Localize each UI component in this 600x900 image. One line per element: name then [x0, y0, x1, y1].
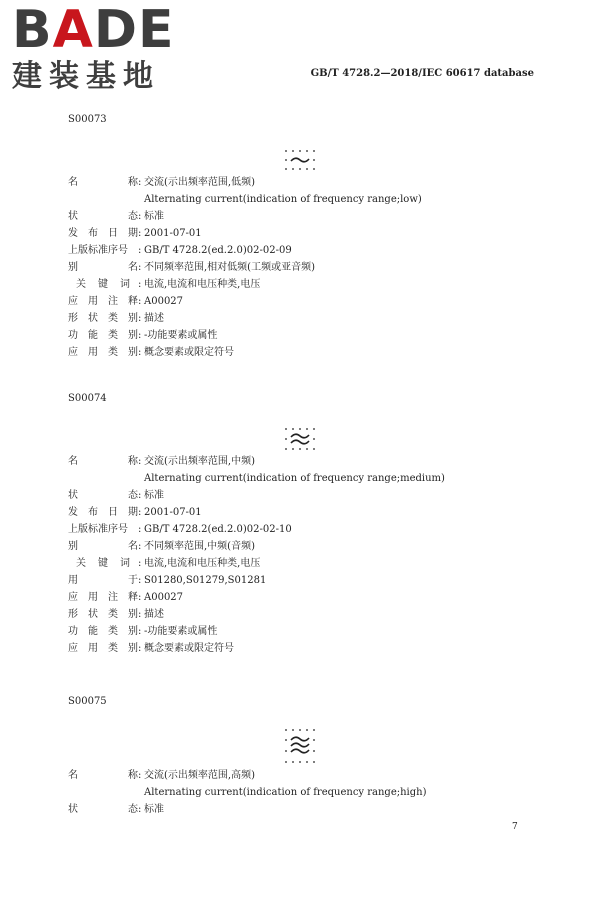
- field-row: 形 状 类 别 : 描述: [68, 609, 164, 620]
- bade-logo: [12, 0, 182, 94]
- field-row: 用 于 : S01280,S01279,S01281: [68, 575, 267, 586]
- field-row: 发 布 日 期 : 2001-07-01: [68, 228, 202, 239]
- field-row: 上版标准序号 : GB/T 4728.2(ed.2.0)02-02-09: [68, 245, 292, 256]
- page-number: 7: [512, 822, 518, 832]
- field-row: 名 称 : 交流(示出频率范围,低频): [68, 177, 255, 188]
- entry-fields: [68, 174, 422, 361]
- field-row: 别 名 : 不同频率范围,中频(音频): [68, 541, 255, 552]
- field-row: 应 用 类 别 : 概念要素或限定符号: [68, 643, 234, 654]
- entry-fields: [68, 767, 427, 818]
- field-row: 功 能 类 别 : -功能要素或属性: [68, 330, 218, 341]
- field-row: 应 用 注 释 : A00027: [68, 592, 184, 603]
- field-row: 关 键 词 : 电流,电流和电压种类,电压: [76, 558, 261, 569]
- field-row: 关 键 词 : 电流,电流和电压种类,电压: [76, 279, 261, 290]
- field-row: 名 称 : 交流(示出频率范围,中频): [68, 456, 255, 467]
- logo-chinese-text: 建装基地: [12, 59, 160, 94]
- field-row: 状 态 : 标准: [68, 804, 164, 815]
- field-row: 发 布 日 期 : 2001-07-01: [68, 507, 202, 518]
- field-row: 形 状 类 别 : 描述: [68, 313, 164, 324]
- field-row: Alternating current(indication of frequency range;low): [144, 194, 422, 205]
- field-row: 名 称 : 交流(示出频率范围,高频): [68, 770, 255, 781]
- field-row: Alternating current(indication of frequency range;high): [144, 787, 427, 798]
- field-row: 功 能 类 别 : -功能要素或属性: [68, 626, 218, 637]
- logo-wordmark: BADE: [12, 0, 175, 60]
- field-row: Alternating current(indication of frequency range;medium): [144, 473, 445, 484]
- entry-id: S00074: [68, 393, 107, 404]
- entry-id: S00075: [68, 696, 107, 707]
- single-approx-icon: [282, 148, 322, 172]
- field-row: 别 名 : 不同频率范围,相对低频(工频或亚音频): [68, 262, 315, 273]
- header-standard-reference: GB/T 4728.2—2018/IEC 60617 database: [310, 68, 534, 79]
- field-row: 上版标准序号 : GB/T 4728.2(ed.2.0)02-02-10: [68, 524, 292, 535]
- triple-approx-icon: [282, 728, 322, 764]
- entry-fields: [68, 453, 445, 657]
- field-row: 应 用 类 别 : 概念要素或限定符号: [68, 347, 234, 358]
- field-row: 应 用 注 释 : A00027: [68, 296, 184, 307]
- field-row: 状 态 : 标准: [68, 490, 164, 501]
- double-approx-icon: [282, 427, 322, 451]
- field-row: 状 态 : 标准: [68, 211, 164, 222]
- entry-id: S00073: [68, 114, 107, 125]
